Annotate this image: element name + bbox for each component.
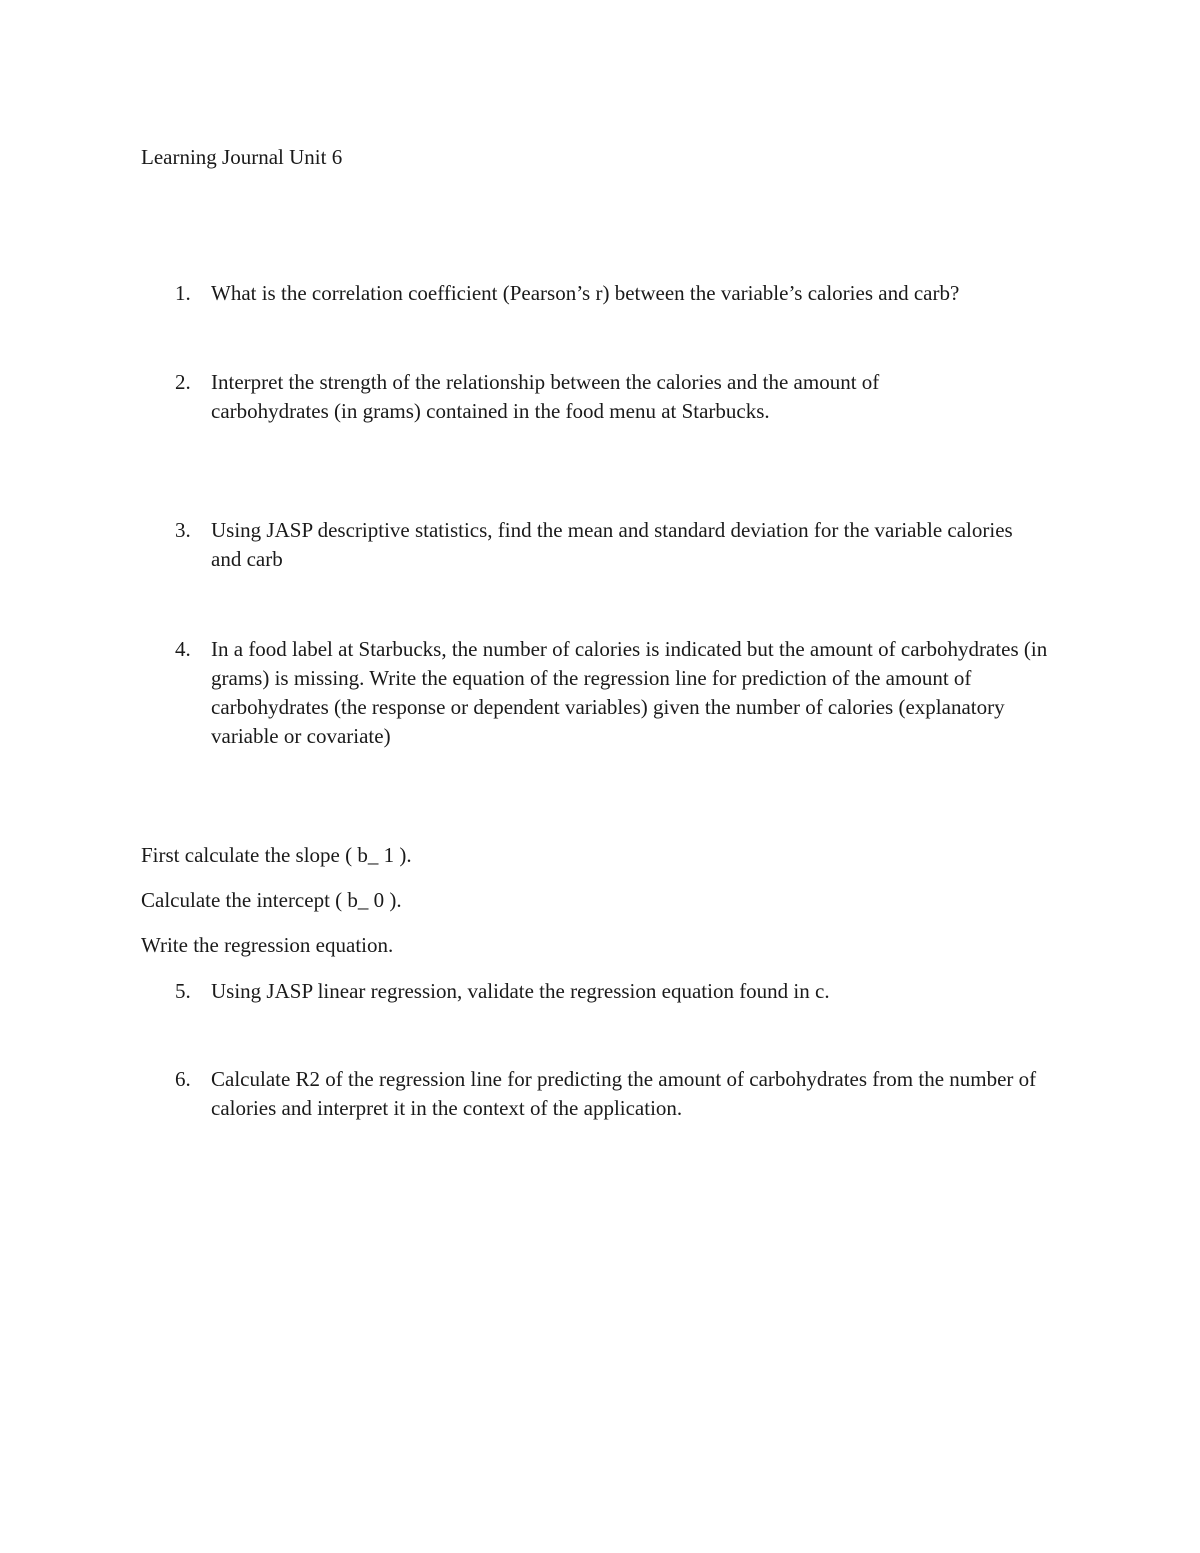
step-slope: First calculate the slope ( b_ 1 ). (141, 843, 412, 867)
question-number: 4. (175, 637, 191, 661)
question-text: Using JASP linear regression, validate the regression equation found in c. (211, 979, 830, 1003)
question-number: 3. (175, 518, 191, 542)
question-text: Calculate R2 of the regression line for predicting the amount of carbohydrates from the number of calories and interpret it in the context of the application. (211, 1067, 1037, 1120)
question-text: Interpret the strength of the relationship between the calories and the amount of carbohydrates (in grams) contained in the food menu at Starbucks. (211, 370, 880, 423)
question-number: 5. (175, 979, 191, 1003)
question-number: 2. (175, 370, 191, 394)
question-text: What is the correlation coefficient (Pearson’s r) between the variable’s calories and carb? (211, 281, 960, 305)
document-title: Learning Journal Unit 6 (141, 145, 343, 169)
question-number: 1. (175, 281, 191, 305)
question-text: In a food label at Starbucks, the number of calories is indicated but the amount of carbohydrates (in grams) is missing. Write the equation of the regression line for prediction of the amount of carbohydrates (the response or dependent variables) given the number of calories (explanatory variable or covariate) (211, 637, 1048, 748)
question-number: 6. (175, 1067, 191, 1091)
step-equation: Write the regression equation. (141, 933, 394, 957)
step-intercept: Calculate the intercept ( b_ 0 ). (141, 888, 402, 912)
question-text: Using JASP descriptive statistics, find the mean and standard deviation for the variable calories and carb (211, 518, 1013, 571)
